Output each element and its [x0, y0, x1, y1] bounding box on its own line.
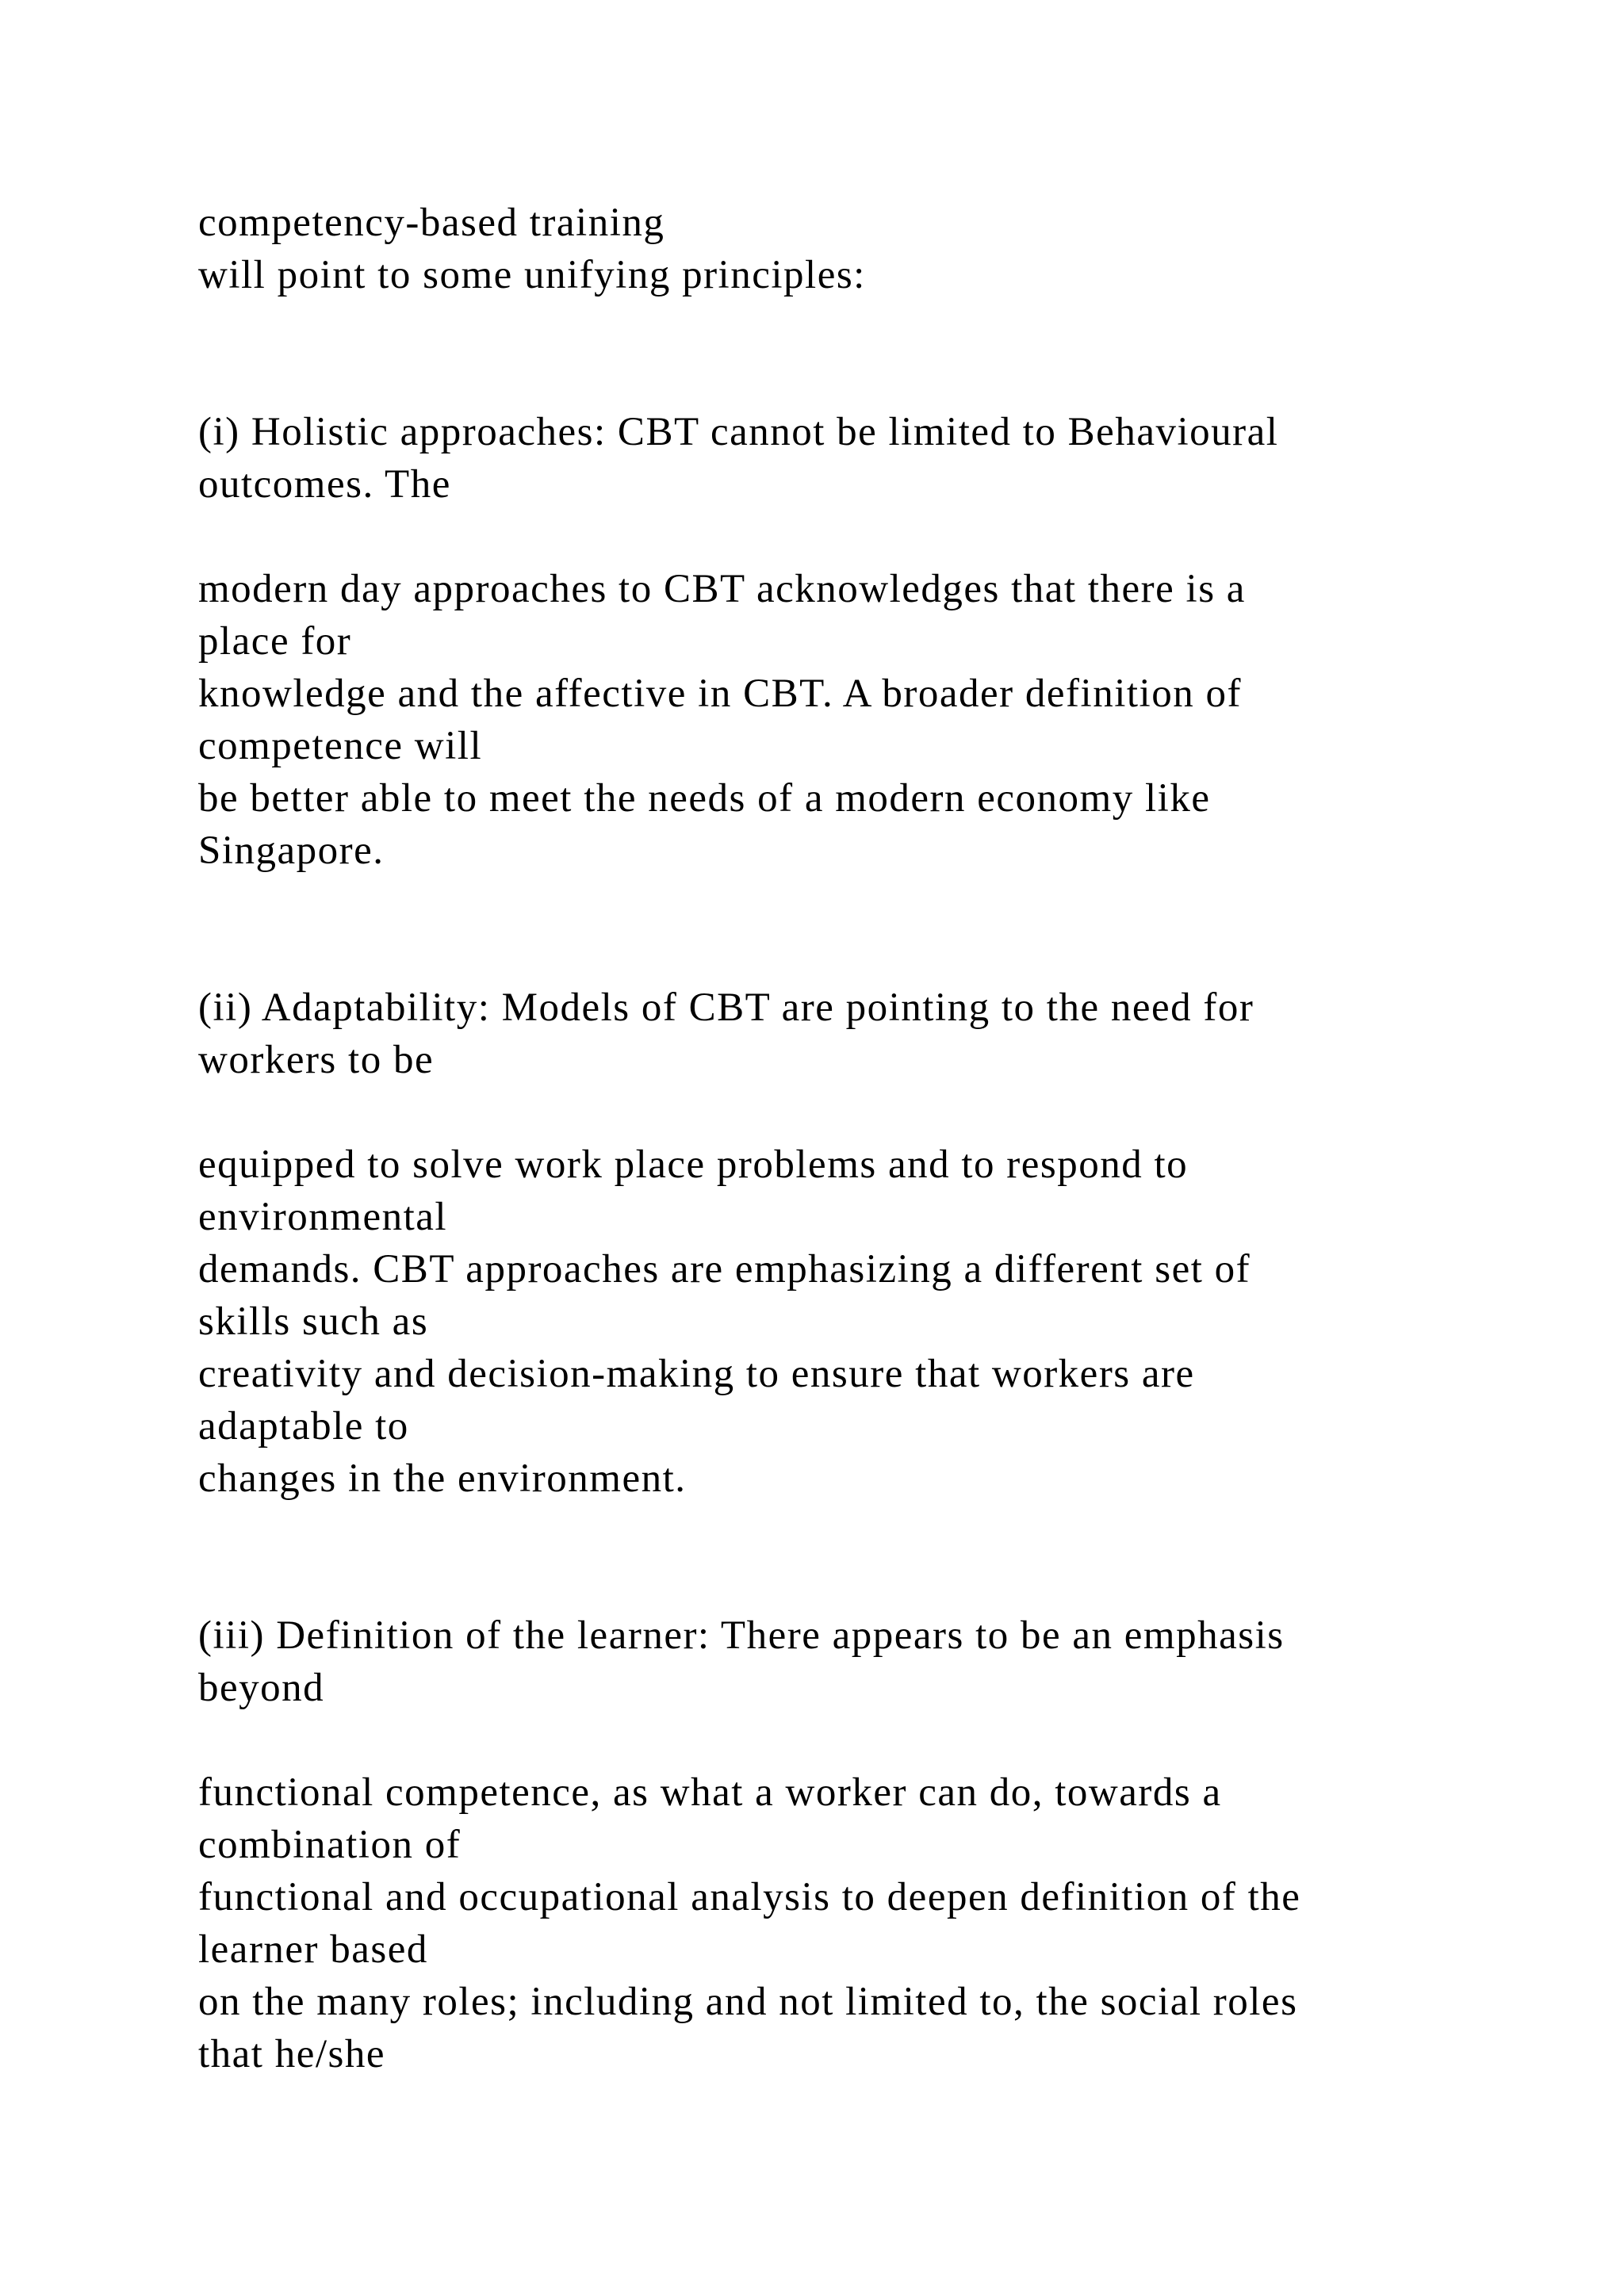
section-3-body-line-5: on the many roles; including and not limited to, the social roles: [198, 1980, 1298, 2024]
section-1-body-line-1: modern day approaches to CBT acknowledges that there is a: [198, 567, 1246, 611]
section-3-body-line-4: learner based: [198, 1927, 428, 1972]
section-2-body-line-7: changes in the environment.: [198, 1456, 687, 1501]
section-1-body-line-5: be better able to meet the needs of a modern economy like: [198, 776, 1211, 821]
intro-line-2: will point to some unifying principles:: [198, 253, 866, 297]
section-3-body-line-1: functional competence, as what a worker can do, towards a: [198, 1770, 1222, 1815]
section-1-body-line-6: Singapore.: [198, 828, 385, 873]
section-3-body-line-2: combination of: [198, 1823, 462, 1867]
section-1-body-line-3: knowledge and the affective in CBT. A broader definition of: [198, 672, 1242, 716]
section-3-body-line-6: that he/she: [198, 2032, 386, 2076]
section-2-body-line-6: adaptable to: [198, 1404, 409, 1448]
section-1-heading-line-1: (i) Holistic approaches: CBT cannot be limited to Behavioural: [198, 410, 1279, 454]
section-2-body-line-3: demands. CBT approaches are emphasizing a different set of: [198, 1247, 1251, 1292]
section-2-body-line-2: environmental: [198, 1195, 448, 1239]
section-1-heading-line-2: outcomes. The: [198, 462, 451, 507]
intro-line-1: competency-based training: [198, 201, 665, 245]
section-1-body-line-2: place for: [198, 619, 352, 664]
section-2-body-line-1: equipped to solve work place problems and to respond to: [198, 1142, 1189, 1187]
section-3-heading-line-2: beyond: [198, 1666, 325, 1710]
section-3-body-line-3: functional and occupational analysis to deepen definition of the: [198, 1875, 1301, 1919]
section-2-body-line-5: creativity and decision-making to ensure that workers are: [198, 1352, 1195, 1396]
section-1-body-line-4: competence will: [198, 724, 483, 768]
section-2-heading-line-1: (ii) Adaptability: Models of CBT are pointing to the need for: [198, 985, 1254, 1030]
section-2-body-line-4: skills such as: [198, 1299, 429, 1344]
section-2-heading-line-2: workers to be: [198, 1038, 435, 1082]
section-3-heading-line-1: (iii) Definition of the learner: There appears to be an emphasis: [198, 1613, 1285, 1658]
